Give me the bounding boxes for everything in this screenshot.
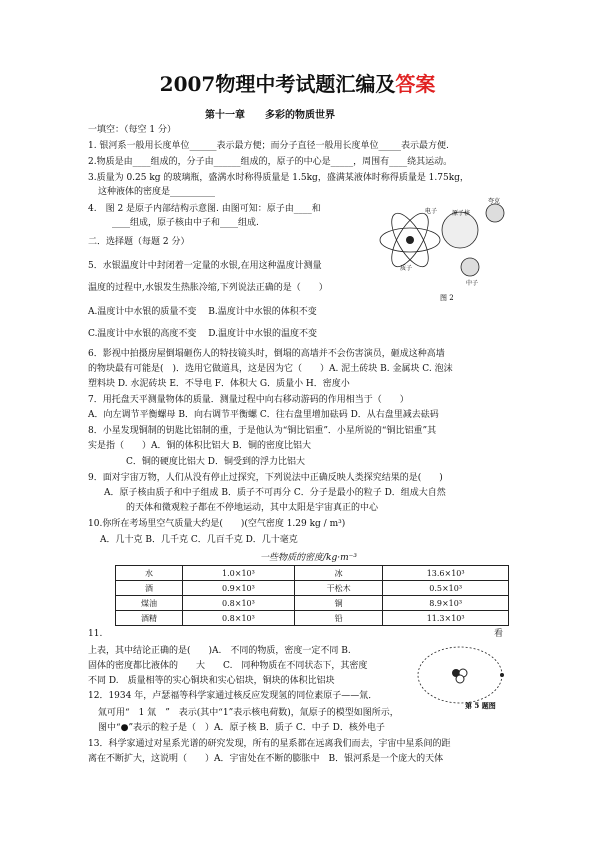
label-neutron: 中子 [466, 280, 479, 287]
table-cell: 8.9×10³ [383, 596, 509, 611]
text-line: 图中“●”表示的粒子是（ ）A．原子核 B．质子 C．中子 D．核外电子 [98, 723, 385, 733]
proton-zoom [486, 204, 504, 222]
label-nucleus: 原子核 [452, 210, 471, 217]
table-cell: 11.3×10³ [383, 611, 509, 626]
table-cell: 酒精 [116, 611, 183, 626]
table-cell: 0.5×10³ [383, 581, 509, 596]
text-line: 11. [88, 629, 103, 639]
electron-dot [500, 673, 504, 677]
text-line: A．几十克 B．几千克 C．几百千克 D．几十毫克 [100, 535, 298, 545]
text-line: A．原子核由质子和中子组成 B．质子不可再分 C．分子是最小的粒子 D．组成大自然 [104, 488, 446, 498]
text-line: A．向左调节平衡螺母 B．向右调节平衡螺 C．往右盘里增加砝码 D．从右盘里减去砝码 [88, 410, 439, 420]
table-cell: 水 [116, 566, 183, 581]
text-line: C.温度计中水银的高度不变 D.温度计中水银的温度不变 [88, 329, 318, 339]
figure-5-caption: 第 5 题图 [465, 701, 496, 710]
table-cell: 0.8×10³ [182, 611, 294, 626]
tritium-atom-figure [410, 640, 510, 710]
text-line: 4. 图 2 是原子内部结构示意图. 由图可知：原子由____和 [88, 204, 321, 214]
text-line: 二．选择题（每题 2 分） [88, 237, 190, 247]
text-line: 1. 银河系一般用长度单位______表示最方便；而分子直径一般用长度单位_____表示最方便. [88, 141, 449, 151]
label-quark: 夸克 [488, 198, 501, 205]
nucleus-particle [456, 675, 464, 683]
table-cell: 铜 [294, 596, 382, 611]
table-row [116, 596, 509, 611]
text-line: 实是指（ ）A．铜的体积比铝大 B．铜的密度比铝大 [88, 441, 311, 451]
table-row [116, 581, 509, 596]
table-cell: 干松木 [294, 581, 382, 596]
text-line: 8．小星发现铜制的钥匙比铝制的重，于是他认为“铜比铝重”．小星所说的“铜比铝重”其 [88, 426, 437, 436]
nucleus-zoom [442, 212, 478, 248]
table-cell: 冰 [294, 566, 382, 581]
table-cell: 酒 [116, 581, 183, 596]
text-line: C．铜的硬度比铝大 D．铜受到的浮力比铝大 [126, 457, 305, 467]
text-line: 7．用托盘天平测量物体的质量．测量过程中向右移动游码的作用相当于（ ） [88, 395, 409, 405]
atom-structure-figure [370, 195, 520, 305]
text-line: ____组成，原子核由中子和____组成. [112, 218, 259, 228]
table-cell: 铅 [294, 611, 382, 626]
text-line: 2.物质是由____组成的，分子由______组成的，原子的中心是_____，周围有____绕其运动。 [88, 157, 453, 167]
text-line: A.温度计中水银的质量不变 B.温度计中水银的体积不变 [88, 307, 317, 317]
table-cell: 0.8×10³ [182, 596, 294, 611]
neutron-zoom [461, 258, 479, 276]
text-line: 的天体和微观粒子都在不停地运动，其中太阳是宇宙真正的中心 [126, 503, 379, 513]
text-line: 离在不断扩大，这说明（ ）A．宇宙处在不断的膨胀中 B．银河系是一个庞大的天体 [88, 754, 444, 764]
table-row [116, 566, 509, 581]
label-electron: 电子 [425, 208, 438, 215]
page-title [0, 68, 595, 97]
text-line: 6．影视中拍摄房屋倒塌砸伤人的特技镜头时，倒塌的高墙并不会伤害演员，砸成这种高墙 [88, 349, 445, 359]
table-cell: 13.6×10³ [383, 566, 509, 581]
title-main: 2007物理中考试题汇编及 [159, 72, 396, 96]
text-line: 氚可用“ 1 氚 ” 表示(其中“1”表示核电荷数)，氚原子的模型如图所示， [98, 708, 399, 718]
text-line: 塑料块 D. 水泥砖块 E．不导电 F．体积大 G．质量小 H．密度小 [88, 379, 350, 389]
text-line: 5．水银温度计中封闭着一定量的水银,在用这种温度计测量 [88, 261, 322, 271]
text-line: 13．科学家通过对星系光谱的研究发现，所有的星系都在远离我们而去，宇宙中星系间的距 [88, 739, 451, 749]
text-line: 3.质量为 0.25 kg 的玻璃瓶，盛满水时称得质量是 1.5kg，盛满某液体时称得质量是 1.75kg， [88, 173, 469, 183]
table-row [116, 611, 509, 626]
text-line: 不同 D. 质量相等的实心铜块和实心铝块，铜块的体积比铝块 [88, 676, 335, 686]
text-line: 固体的密度都比液体的 大 C. 同种物质在不同状态下，其密度 [88, 661, 368, 671]
text-line: 10.你所在考场里空气质量大约是( )(空气密度 1.29 kg / m³) [88, 519, 346, 529]
text-line: 这种液体的密度是__________ [98, 187, 216, 197]
nucleus-dot [406, 236, 414, 244]
table-cell: 0.9×10³ [182, 581, 294, 596]
table-side-label: 看 [494, 629, 504, 639]
table-cell: 煤油 [116, 596, 183, 611]
label-proton: 质子 [400, 265, 413, 272]
text-line: 一填空：（每空 1 分） [88, 125, 176, 135]
chapter-subtitle: 第十一章 多彩的物质世界 [205, 110, 335, 121]
figure-2-caption: 图 2 [440, 294, 454, 302]
text-line: 12．1934 年，卢瑟福等科学家通过核反应发现氢的同位素原子——氚． [88, 691, 378, 701]
text-line: 9．面对宇宙万物，人们从没有停止过探究，下列说法中正确反映人类探究结果的是( ) [88, 473, 443, 483]
table-caption: 一些物质的密度/kg·m⁻³ [260, 553, 358, 563]
title-accent: 答案 [395, 72, 436, 96]
density-table [115, 565, 509, 626]
text-line: 温度的过程中,水银发生热胀冷缩,下列说法正确的是（ ） [88, 283, 328, 293]
text-line: 上表，其中结论正确的是( )A. 不同的物质，密度一定不同 B. [88, 646, 351, 656]
table-cell: 1.0×10³ [182, 566, 294, 581]
text-line: 的物块最有可能是( )．选用它做道具，这是因为它（ ）A. 泥土砖块 B. 金属块 C. 泡沫 [88, 364, 453, 374]
